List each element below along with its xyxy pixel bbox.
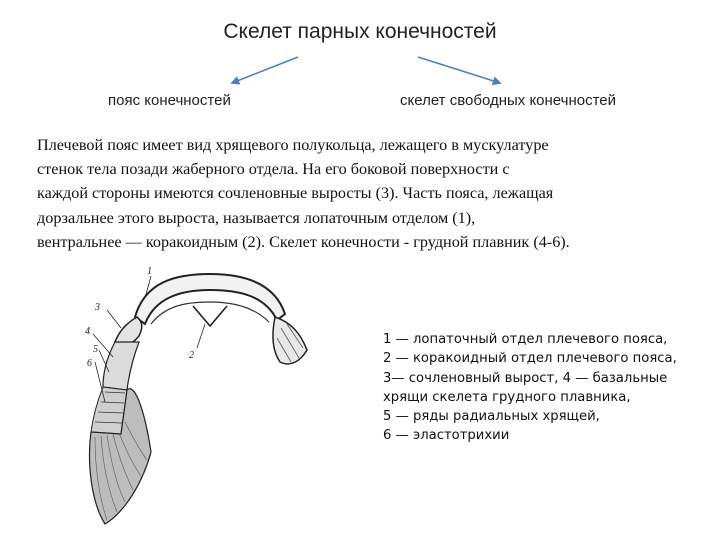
figure-label-1: 1	[147, 266, 152, 277]
left-articular-process	[115, 317, 142, 345]
figure-label-6: 6	[87, 358, 92, 369]
girdle-inner-edge	[151, 302, 269, 324]
arrow-right	[418, 57, 500, 83]
shoulder-girdle-figure	[85, 262, 325, 537]
paragraph-line: стенок тела позади жаберного отдела. На его боковой поверхности с	[37, 160, 510, 179]
legend-line: 5 — ряды радиальных хрящей,	[383, 409, 600, 425]
legend-line: хрящи скелета грудного плавника,	[383, 389, 631, 405]
figure-label-3: 3	[95, 302, 100, 313]
arrow-left	[232, 57, 298, 83]
slide-title: Скелет парных конечностей	[223, 20, 497, 43]
legend-line: 2 — коракоидный отдел плечевого пояса,	[383, 351, 677, 367]
branch-free-limb-label: скелет свободных конечностей	[400, 92, 617, 109]
coracoid-ventral-point	[193, 306, 227, 326]
paragraph-line: каждой стороны имеются сочленовные выросты (3). Часть пояса, лежащая	[37, 184, 554, 203]
legend-line: 1 — лопаточный отдел плечевого пояса,	[383, 332, 668, 347]
paragraph-line: Плечевой пояс имеет вид хрящевого полукольца, лежащего в мускулатуре	[37, 136, 549, 154]
paragraph-line: дорзальнее этого выроста, называется лопаточным отделом (1),	[37, 208, 476, 227]
figure-label-4: 4	[85, 326, 90, 337]
legend-line: 6 — эластотрихии	[383, 428, 510, 444]
legend-line: 3— сочленовный вырост, 4 — базальные	[383, 370, 668, 386]
basal-cartilages	[103, 342, 139, 390]
description-paragraph	[37, 133, 712, 254]
branch-girdle-label: пояс конечностей	[108, 92, 231, 109]
figure-legend	[383, 330, 718, 446]
branch-arrows	[0, 0, 720, 130]
figure-label-2: 2	[189, 350, 194, 361]
figure-label-5: 5	[93, 344, 98, 355]
paragraph-line: вентральнее — коракоидным (2). Скелет конечности - грудной плавник (4-6).	[37, 232, 570, 251]
